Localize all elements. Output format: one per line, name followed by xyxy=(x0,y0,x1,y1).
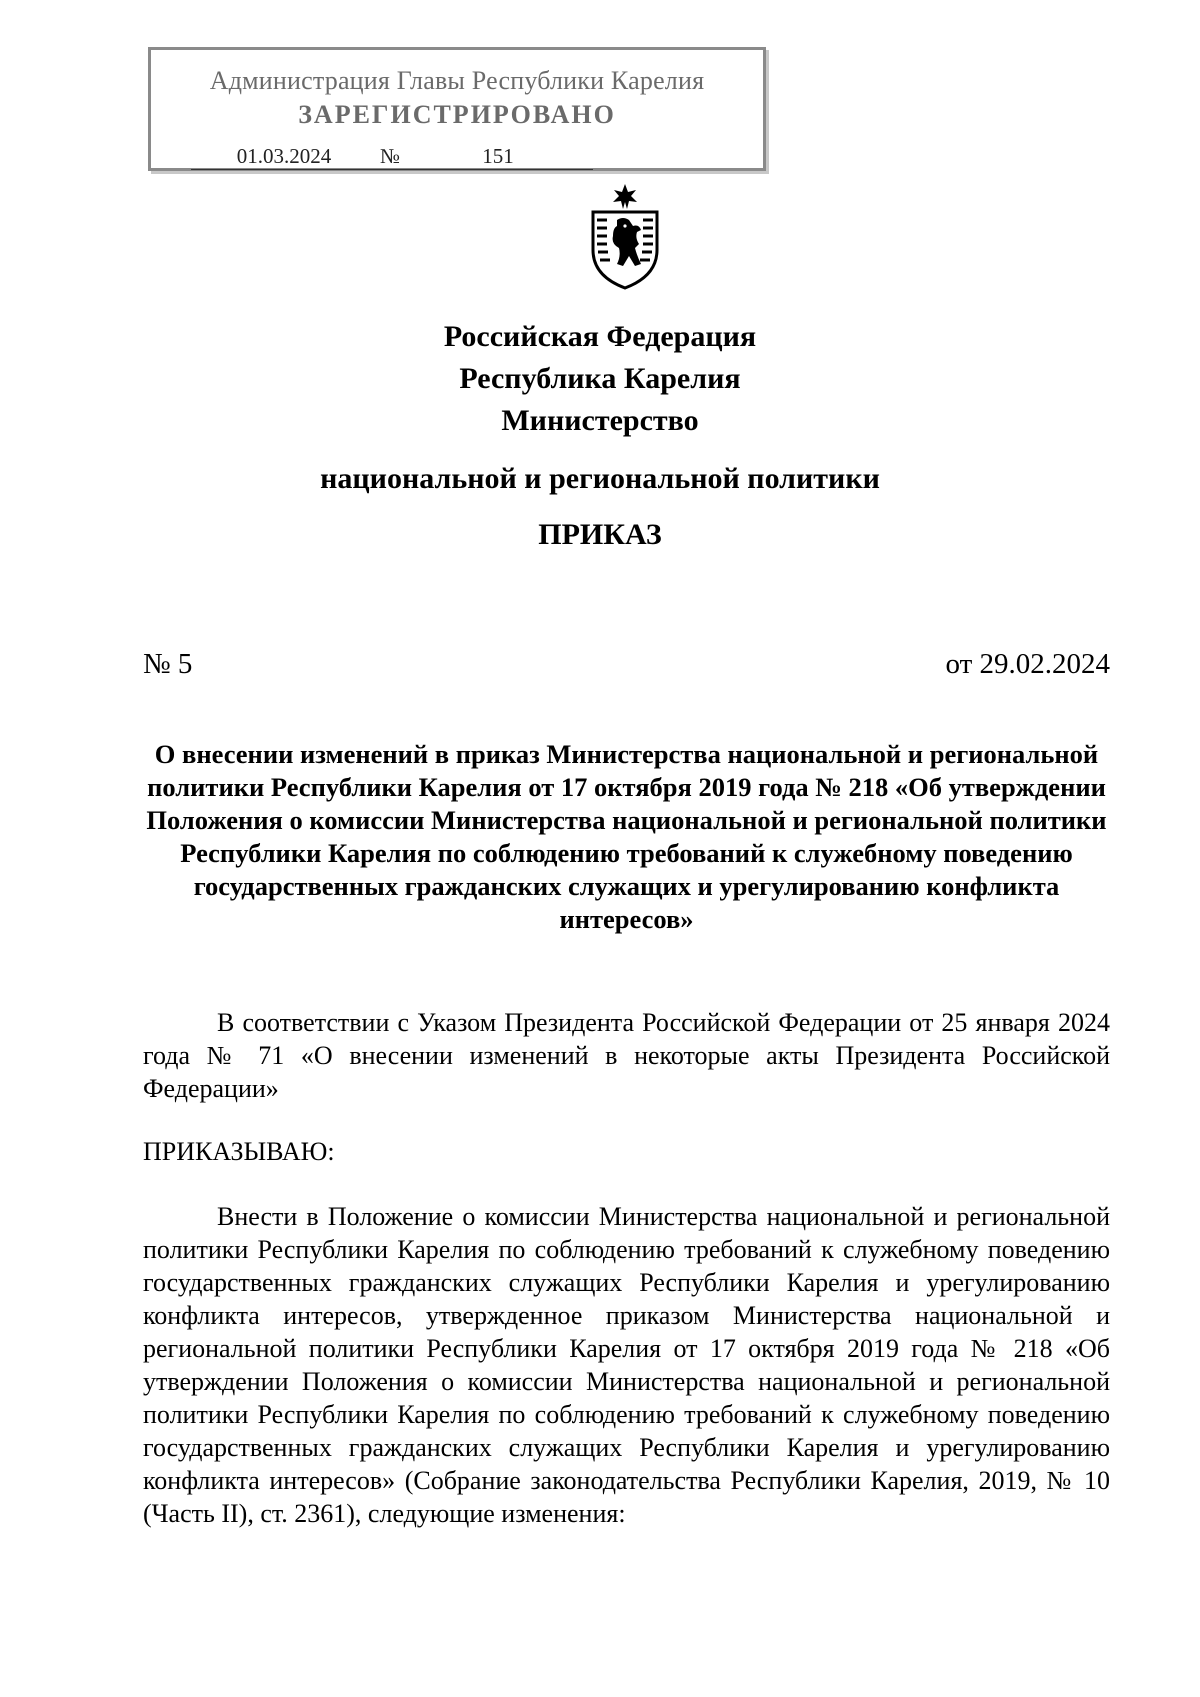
stamp-number: 151 xyxy=(403,144,593,170)
stamp-number-label: № xyxy=(377,144,403,170)
order-subject: О внесении изменений в приказ Министерства национальной и региональной политики Республики Карелия от 17 октября 2019 года № 218 «Об утверждении Положения о комиссии Министерства национальной и региональной политики Республики Карелия по соблюдению требований к служебному поведению государственных гражданских служащих и урегулированию конфликта интересов» xyxy=(146,739,1107,934)
header-ministry: Министерство xyxy=(501,404,699,437)
registration-stamp xyxy=(148,47,766,171)
stamp-date: 01.03.2024 xyxy=(191,144,377,170)
stamp-registration-row xyxy=(191,142,593,170)
order-number: № 5 xyxy=(143,648,193,680)
stamp-status: ЗАРЕГИСТРИРОВАНО xyxy=(298,100,616,129)
main-paragraph: Внести в Положение о комиссии Министерства национальной и региональной политики Республики Карелия по соблюдению требований к служебному поведению государственных гражданских служащих Республики Карелия и урегулированию конфликта интересов, утвержденное приказом Министерства национальной и региональной политики Республики Карелия от 17 октября 2019 года № 218 «Об утверждении Положения о комиссии Министерства национальной и региональной политики Республики Карелия по соблюдению требований к служебному поведению государственных гражданских служащих Республики Карелия и урегулированию конфликта интересов» (Собрание законодательства Республики Карелия, 2019, № 10 (Часть II), ст. 2361), следующие изменения: xyxy=(143,1202,1110,1528)
order-word: ПРИКАЗЫВАЮ: xyxy=(143,1137,335,1166)
header-ministry-name: национальной и региональной политики xyxy=(320,462,880,495)
stamp-organization: Администрация Главы Республики Карелия xyxy=(209,66,705,95)
header-country: Российская Федерация xyxy=(443,320,757,353)
header-republic: Республика Карелия xyxy=(459,362,741,395)
karelia-coat-of-arms-icon xyxy=(583,182,667,292)
order-date: от 29.02.2024 xyxy=(945,648,1110,680)
document-type: ПРИКАЗ xyxy=(538,518,662,551)
preamble-paragraph: В соответствии с Указом Президента Российской Федерации от 25 января 2024 года № 71 «О внесении изменений в некоторые акты Президента Российской Федерации» xyxy=(143,1008,1110,1103)
